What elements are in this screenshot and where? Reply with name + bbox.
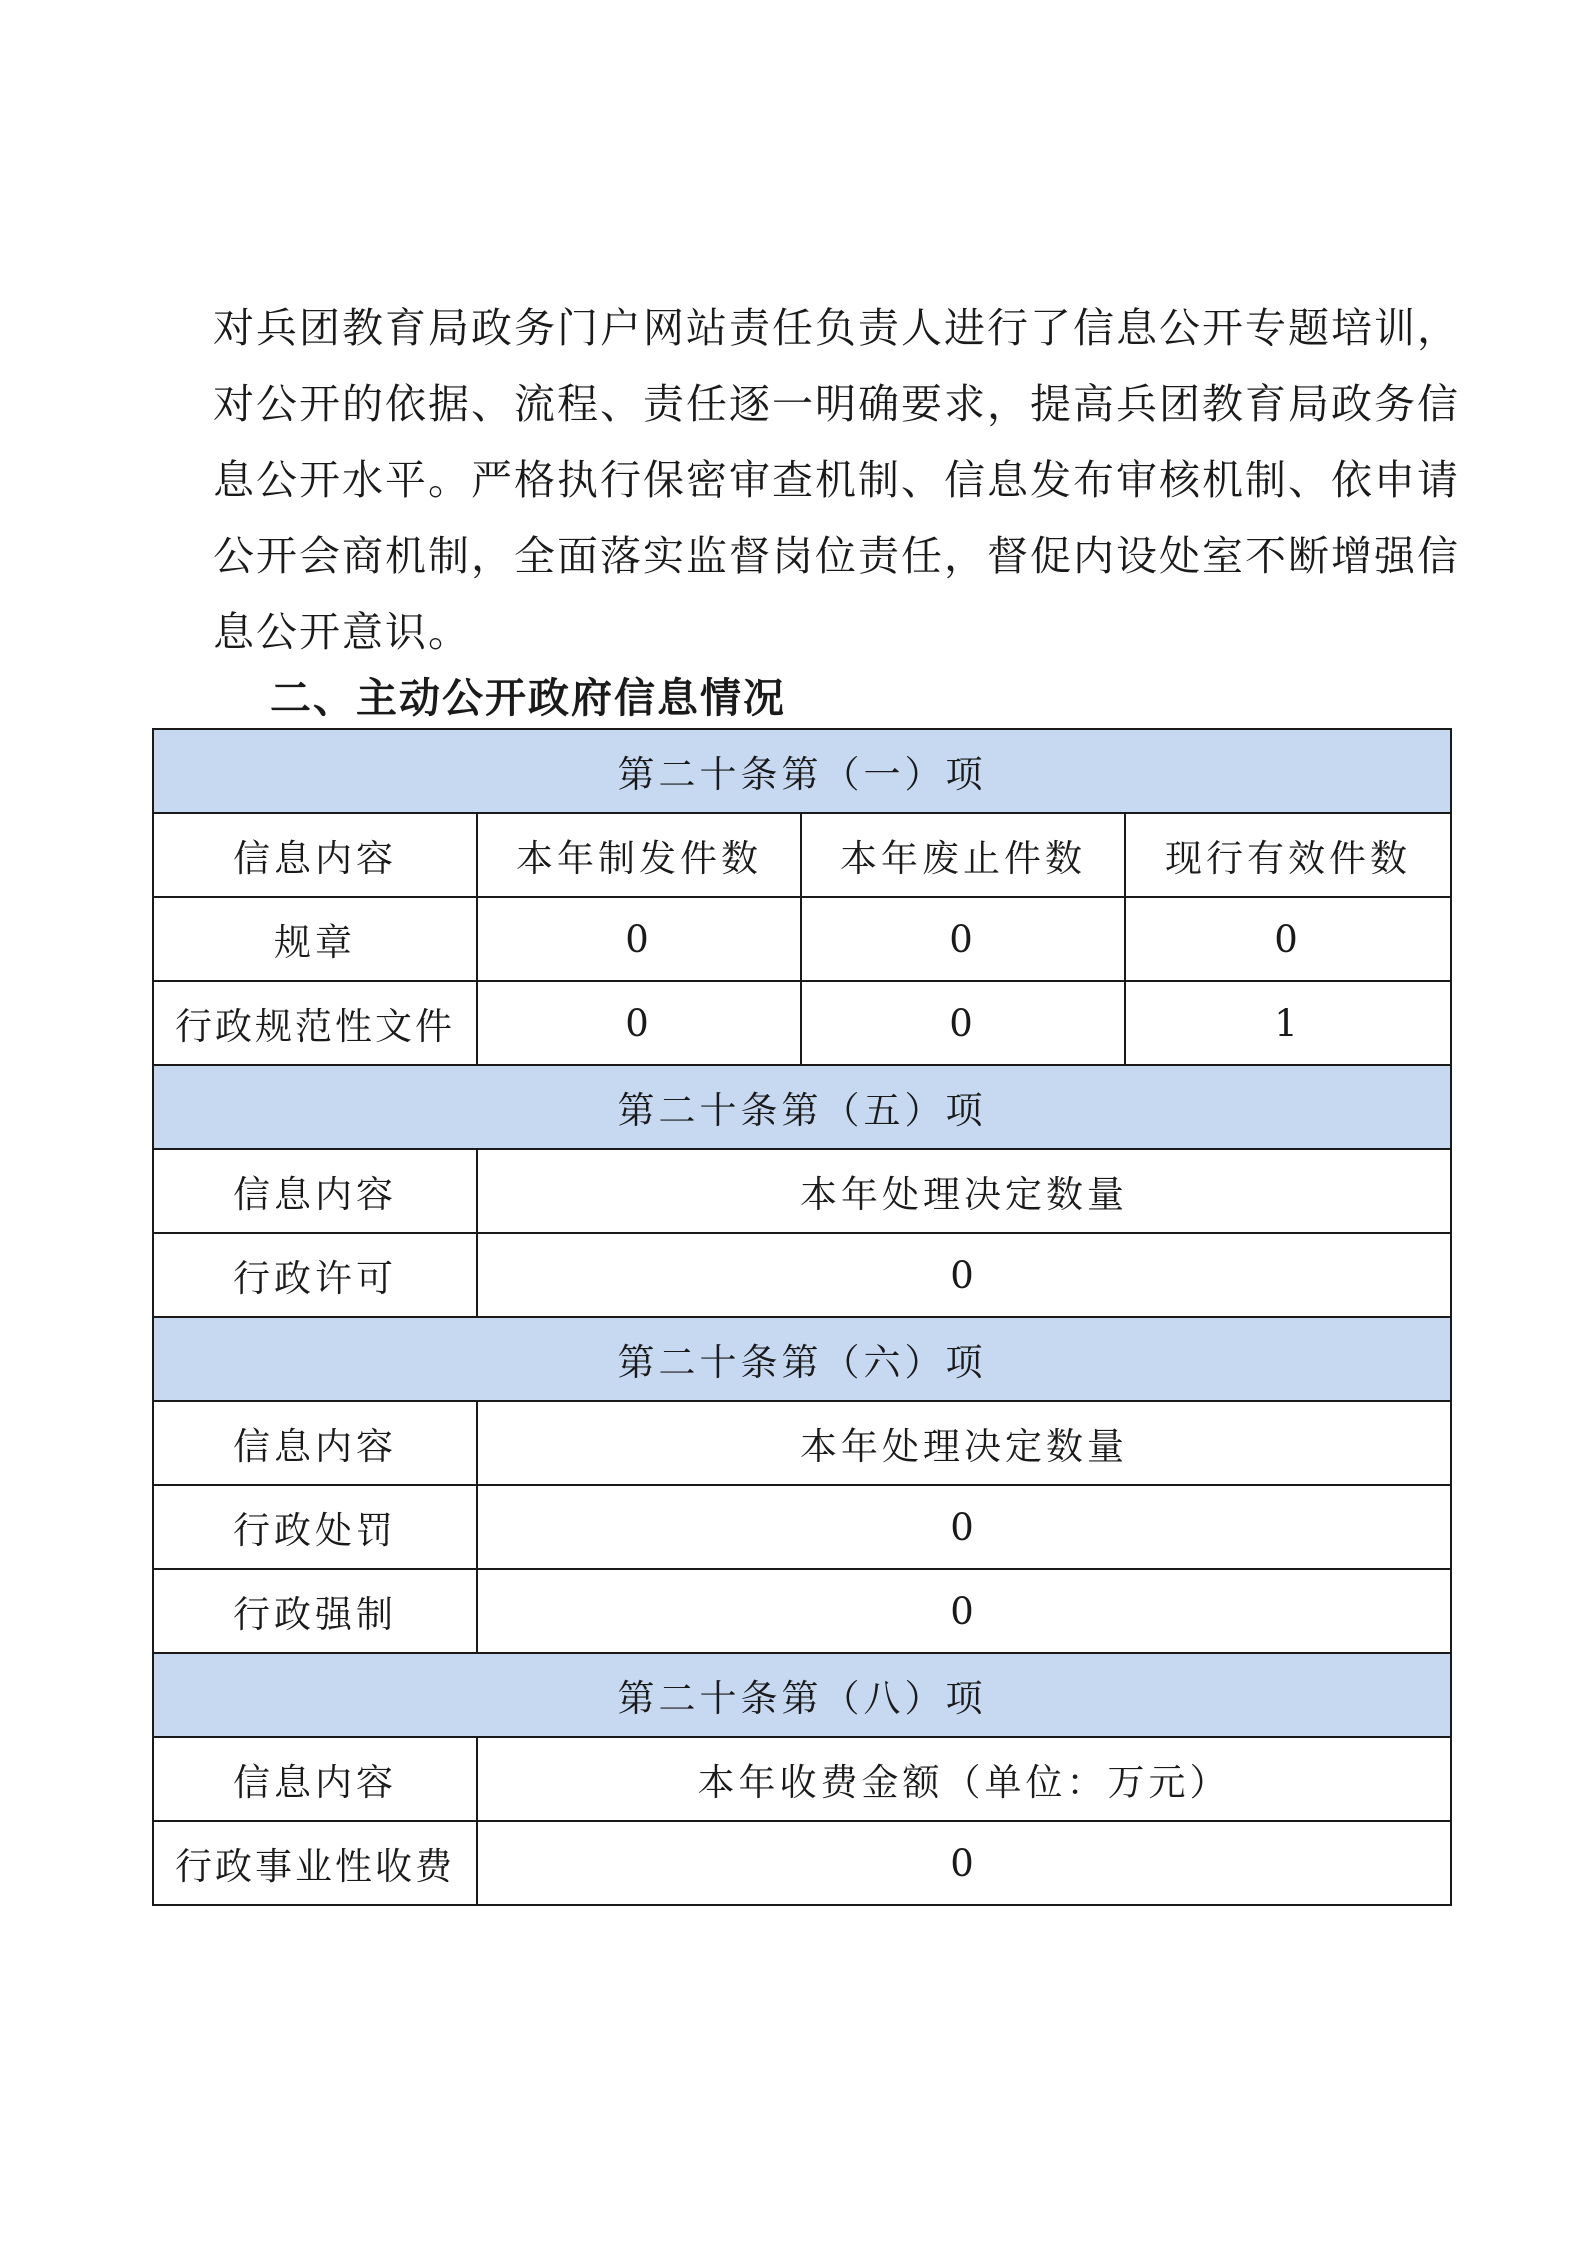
header-cell: 信息内容	[153, 1149, 477, 1233]
section-title: 第二十条第（一）项	[153, 729, 1451, 813]
section-title: 第二十条第（六）项	[153, 1317, 1451, 1401]
value-cell: 0	[801, 981, 1125, 1065]
header-row	[153, 813, 1451, 897]
value-cell: 0	[477, 1233, 1451, 1317]
header-row	[153, 1149, 1451, 1233]
table-row	[153, 1821, 1451, 1905]
table-row	[153, 1569, 1451, 1653]
disclosure-table	[152, 728, 1452, 1906]
header-cell: 本年处理决定数量	[477, 1149, 1451, 1233]
section-title: 第二十条第（八）项	[153, 1653, 1451, 1737]
row-label: 行政强制	[153, 1569, 477, 1653]
value-cell: 0	[477, 1485, 1451, 1569]
value-cell: 0	[477, 981, 801, 1065]
row-label: 行政规范性文件	[153, 981, 477, 1065]
value-cell: 0	[477, 897, 801, 981]
header-row	[153, 1737, 1451, 1821]
header-cell: 本年制发件数	[477, 813, 801, 897]
table-row	[153, 1485, 1451, 1569]
header-cell: 本年处理决定数量	[477, 1401, 1451, 1485]
value-cell: 1	[1125, 981, 1451, 1065]
value-cell: 0	[477, 1821, 1451, 1905]
row-label: 行政许可	[153, 1233, 477, 1317]
section-row-article20-1	[153, 729, 1451, 813]
header-row	[153, 1401, 1451, 1485]
row-label: 规章	[153, 897, 477, 981]
paragraph-line: 息公开意识。	[213, 608, 471, 656]
table-row	[153, 981, 1451, 1065]
paragraph-line: 对兵团教育局政务门户网站责任负责人进行了信息公开专题培训，	[213, 304, 1460, 352]
section-heading: 二、主动公开政府信息情况	[270, 674, 786, 722]
section-row-article20-5	[153, 1065, 1451, 1149]
value-cell: 0	[477, 1569, 1451, 1653]
paragraph-line: 息公开水平。严格执行保密审查机制、信息发布审核机制、依申请	[213, 456, 1460, 504]
row-label: 行政事业性收费	[153, 1821, 477, 1905]
paragraph-line: 对公开的依据、流程、责任逐一明确要求，提高兵团教育局政务信	[213, 380, 1460, 428]
table-row	[153, 1233, 1451, 1317]
header-cell: 现行有效件数	[1125, 813, 1451, 897]
section-row-article20-6	[153, 1317, 1451, 1401]
header-cell: 本年废止件数	[801, 813, 1125, 897]
value-cell: 0	[801, 897, 1125, 981]
row-label: 行政处罚	[153, 1485, 477, 1569]
header-cell: 信息内容	[153, 1401, 477, 1485]
body-paragraph	[213, 290, 1460, 670]
header-cell: 本年收费金额（单位：万元）	[477, 1737, 1451, 1821]
section-title: 第二十条第（五）项	[153, 1065, 1451, 1149]
section-row-article20-8	[153, 1653, 1451, 1737]
table-row	[153, 897, 1451, 981]
paragraph-line: 公开会商机制，全面落实监督岗位责任，督促内设处室不断增强信	[213, 532, 1460, 580]
header-cell: 信息内容	[153, 1737, 477, 1821]
header-cell: 信息内容	[153, 813, 477, 897]
value-cell: 0	[1125, 897, 1451, 981]
